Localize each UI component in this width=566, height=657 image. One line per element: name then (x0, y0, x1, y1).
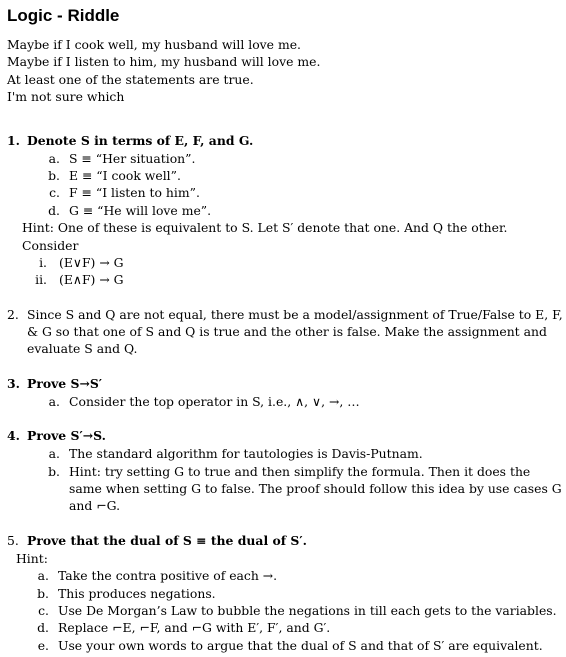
intro-paragraph (7, 36, 559, 106)
question-heading: Prove that the dual of S ≡ the dual of S′. (27, 532, 307, 548)
hint-text: Hint: (16, 550, 48, 566)
list-item: b. This produces negations. (37, 585, 216, 601)
list-item: c. F ≡ “I listen to him”. (49, 185, 200, 201)
list-item: b. Hint: try setting G to true and then simplify the formula. Then it does the same when setting G to false. The proof should follow this idea by use cases G and ⌐G. (48, 463, 562, 514)
paragraph-line: and ⌐G. (69, 498, 121, 514)
intro-line: I'm not sure which (7, 89, 125, 105)
question-number: 3. (7, 375, 20, 391)
question-heading: Prove S→S′ (27, 375, 103, 391)
hint-text: Consider (22, 237, 79, 253)
list-item: b. E ≡ “I cook well”. (48, 167, 181, 183)
list-item: a. Take the contra positive of each →. (37, 568, 278, 584)
question-number: 5. (7, 532, 19, 548)
document (7, 4, 563, 654)
question-5 (7, 532, 559, 654)
paragraph-line: & G so that one of S and Q is true and the other is false. Make the assignment and (27, 324, 547, 340)
question-3 (7, 375, 559, 410)
question-number: 2. (7, 306, 19, 322)
roman-item: i. (E∨F) → G (39, 254, 124, 270)
paragraph-line: Hint: try setting G to true and then simplify the formula. Then it does the (69, 463, 531, 479)
question-number: 4. (7, 428, 20, 444)
list-item: a. The standard algorithm for tautologies is Davis-Putnam. (48, 446, 423, 462)
list-item: a. Consider the top operator in S, i.e., ∧, ∨, →, … (48, 393, 360, 409)
roman-item: ii. (E∧F) → G (35, 272, 124, 288)
question-heading: Denote S in terms of E, F, and G. (27, 132, 254, 148)
page-title: Logic - Riddle (7, 6, 120, 25)
list-item: d. Replace ⌐E, ⌐F, and ⌐G with E′, F′, and G′. (37, 620, 331, 636)
question-number: 1. (7, 132, 20, 148)
paragraph-line: Since S and Q are not equal, there must be a model/assignment of True/False to E, F, (27, 306, 563, 322)
intro-line: Maybe if I listen to him, my husband will love me. (7, 54, 321, 70)
paragraph-line: same when setting G to false. The proof should follow this idea by use cases G (69, 481, 562, 497)
list-item: d. G ≡ “He will love me”. (48, 202, 212, 218)
intro-line: At least one of the statements are true. (7, 71, 254, 87)
list-item: e. Use your own words to argue that the dual of S and that of S′ are equivalent. (37, 637, 543, 653)
question-4 (7, 427, 562, 515)
question-1 (7, 132, 559, 289)
hint-text: Hint: One of these is equivalent to S. Let S′ denote that one. And Q the other. (22, 220, 508, 236)
list-item: a. S ≡ “Her situation”. (48, 150, 196, 166)
question-2 (7, 306, 563, 358)
list-item: c. Use De Morgan’s Law to bubble the negations in till each gets to the variables. (38, 602, 557, 618)
intro-line: Maybe if I cook well, my husband will love me. (7, 37, 301, 52)
question-heading: Prove S′→S. (27, 428, 106, 444)
paragraph-line: evaluate S and Q. (27, 341, 138, 357)
